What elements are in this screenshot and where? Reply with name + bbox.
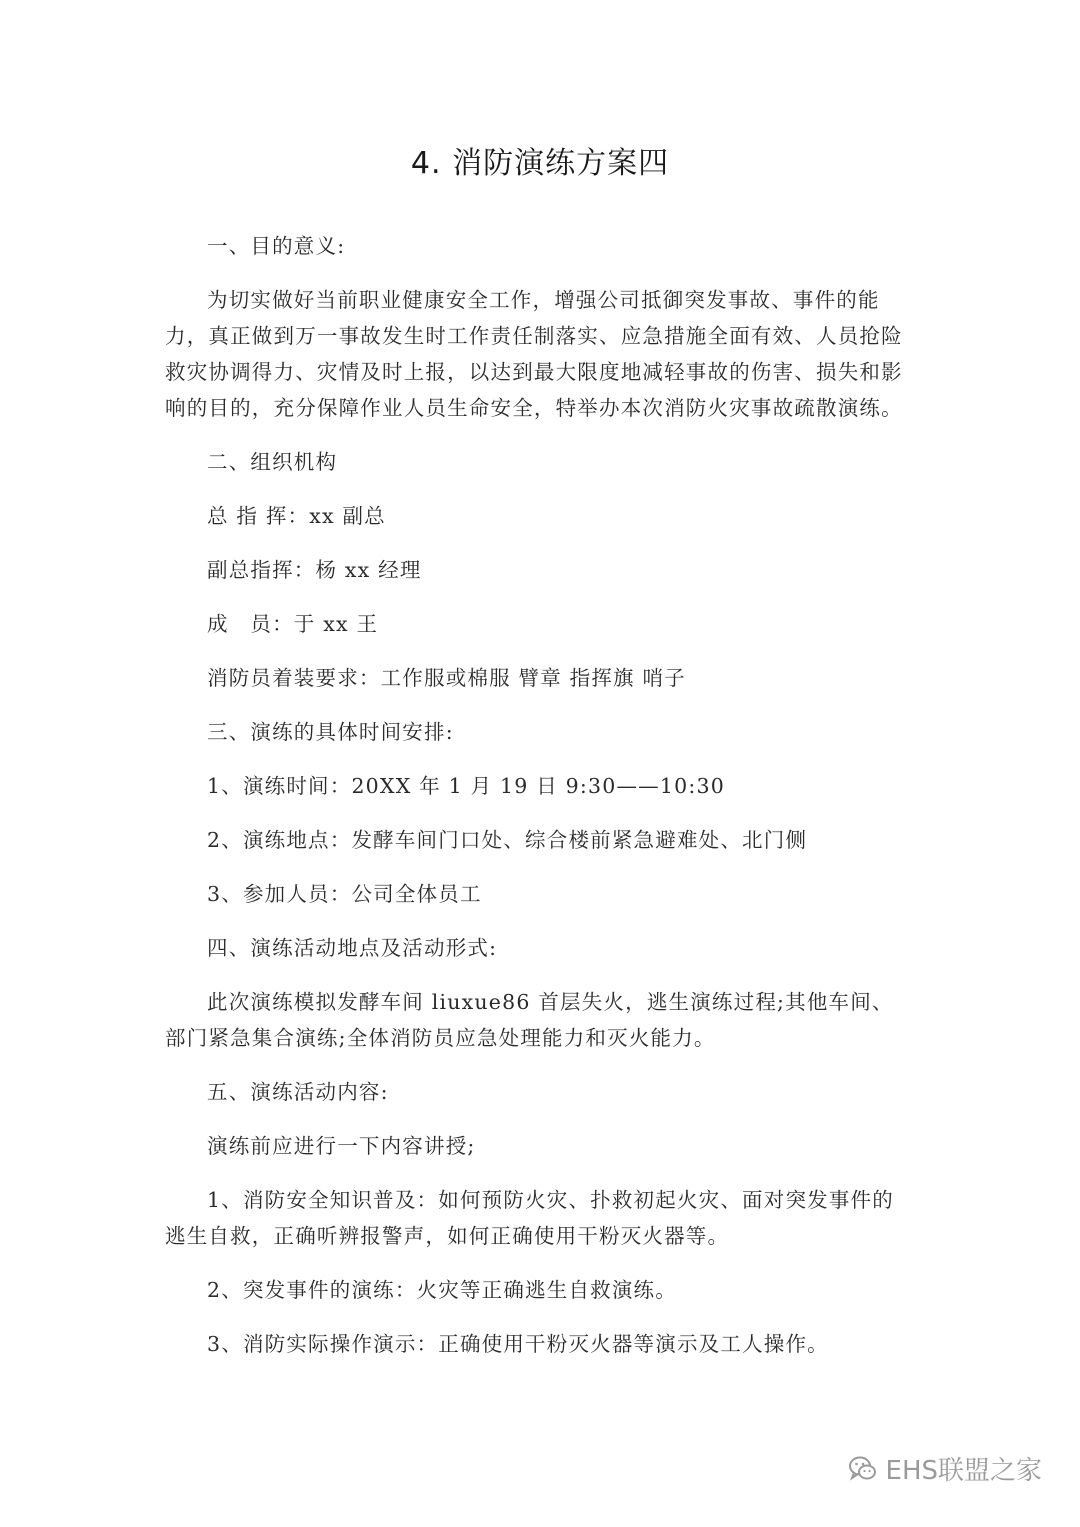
document-title: 4. 消防演练方案四: [410, 146, 670, 181]
watermark: [848, 1450, 1042, 1487]
paragraph-item-3: 3、消防实际操作演示：正确使用干粉灭火器等演示及工人操作。: [207, 1332, 829, 1356]
watermark-text: EHS联盟之家: [885, 1456, 1042, 1486]
paragraph-purpose: 为切实做好当前职业健康安全工作，增强公司抵御突发事故、事件的能力，真正做到万一事故发生时工作责任制落实、应急措施全面有效、人员抢险救灾协调得力、灾情及时上报，以达到最大限度地减轻事故的伤害、损失和影响的目的，充分保障作业人员生命安全，特举办本次消防火灾事故疏散演练。: [165, 288, 903, 420]
paragraph-members: 成 员：于 xx 王: [207, 612, 379, 636]
paragraph-drill-location: 2、演练地点：发酵车间门口处、综合楼前紧急避难处、北门侧: [207, 828, 808, 852]
paragraph-dress-code: 消防员着装要求：工作服或棉服 臂章 指挥旗 哨子: [207, 666, 686, 690]
section-heading-organization: 二、组织机构: [207, 450, 338, 474]
wechat-icon: [848, 1454, 878, 1484]
section-heading-activity-content: 五、演练活动内容:: [207, 1080, 389, 1104]
section-heading-purpose: 一、目的意义:: [207, 234, 346, 258]
paragraph-activity-form: 此次演练模拟发酵车间 liuxue86 首层失火，逃生演练过程;其他车间、部门紧急集合演练;全体消防员应急处理能力和灭火能力。: [165, 990, 894, 1050]
paragraph-item-1: 1、消防安全知识普及：如何预防火灾、扑救初起火灾、面对突发事件的逃生自救，正确听辨报警声，如何正确使用干粉灭火器等。: [165, 1188, 894, 1248]
paragraph-drill-time: 1、演练时间：20XX 年 1 月 19 日 9:30——10:30: [207, 774, 725, 798]
paragraph-pre-training: 演练前应进行一下内容讲授;: [207, 1134, 476, 1158]
section-heading-schedule: 三、演练的具体时间安排:: [207, 720, 454, 744]
document-body: [165, 228, 915, 1362]
paragraph-item-2: 2、突发事件的演练：火灾等正确逃生自救演练。: [207, 1278, 677, 1302]
paragraph-commander: 总 指 挥：xx 副总: [207, 504, 386, 528]
paragraph-participants: 3、参加人员：公司全体员工: [207, 882, 482, 906]
paragraph-deputy-commander: 副总指挥：杨 xx 经理: [207, 558, 422, 582]
section-heading-activity-form: 四、演练活动地点及活动形式:: [207, 936, 498, 960]
